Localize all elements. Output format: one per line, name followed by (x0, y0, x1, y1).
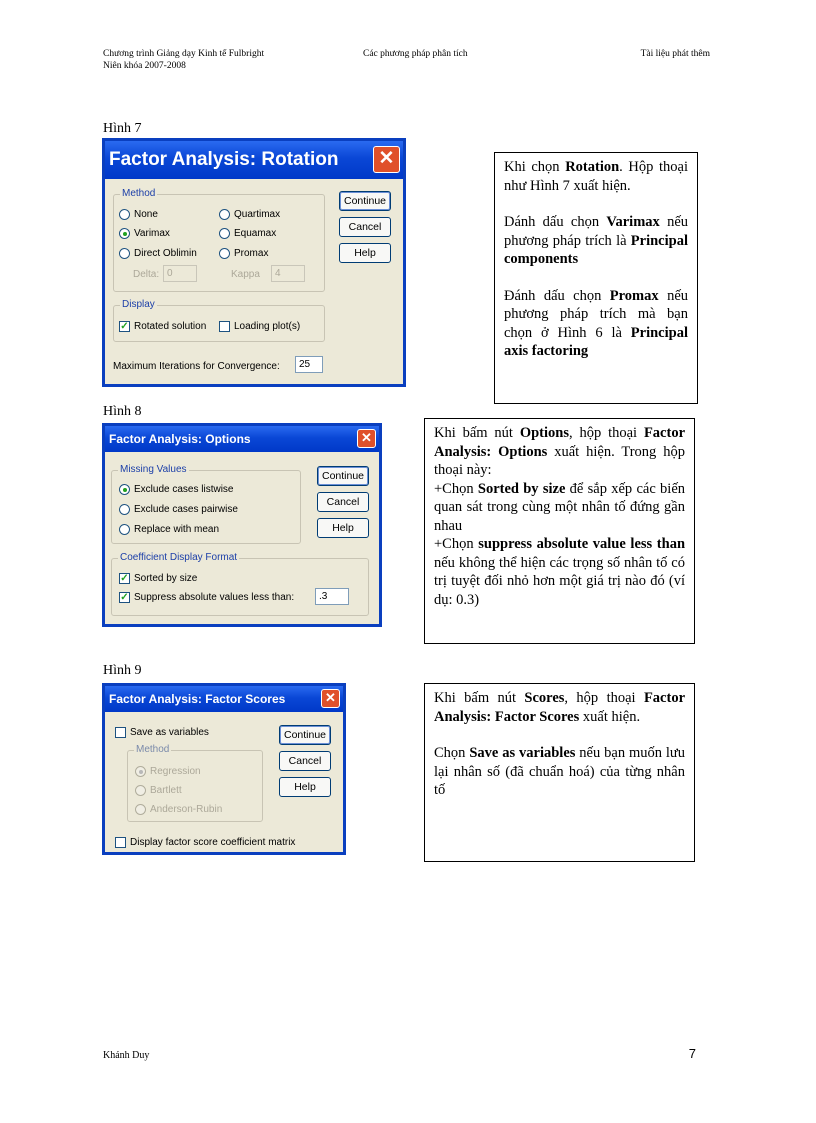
max-iterations-field[interactable]: 25 (295, 356, 323, 373)
help-button[interactable]: Help (339, 243, 391, 263)
radio-icon (119, 248, 130, 259)
page-number: 7 (688, 1046, 696, 1061)
display-matrix-checkbox[interactable]: Display factor score coefficient matrix (115, 837, 295, 848)
scores-method-label: Method (136, 744, 170, 755)
radio-selected-icon (119, 484, 130, 495)
radio-promax[interactable]: Promax (219, 248, 268, 259)
kappa-field[interactable]: 4 (271, 265, 305, 282)
loading-plots-checkbox[interactable]: Loading plot(s) (219, 321, 300, 332)
radio-selected-icon (119, 228, 130, 239)
figure-8-description (424, 418, 695, 644)
radio-bartlett[interactable]: Bartlett (135, 785, 182, 796)
radio-icon (119, 524, 130, 535)
radio-exclude-pairwise[interactable]: Exclude cases pairwise (119, 504, 238, 515)
continue-button[interactable]: Continue (317, 466, 369, 486)
sorted-by-size-checkbox[interactable]: ✓ Sorted by size (120, 573, 198, 584)
radio-icon (119, 209, 130, 220)
fig7-paragraph-3: Đánh dấu chọn Promax nếu phương pháp trích mà bạn chọn ở Hình 6 là Principal axis factoring (504, 287, 689, 359)
radio-none[interactable]: None (119, 209, 158, 220)
coefficient-format-group (111, 552, 369, 616)
checkbox-icon (115, 727, 126, 738)
suppress-checkbox[interactable]: ✓ Suppress absolute values less than: (120, 592, 295, 603)
rotation-title: Factor Analysis: Rotation (109, 149, 339, 170)
max-iterations-label: Maximum Iterations for Convergence: (113, 361, 280, 372)
scores-titlebar (105, 686, 343, 712)
figure-8-label: Hình 8 (103, 404, 142, 419)
checkmark-icon: ✓ (120, 321, 129, 332)
checkmark-icon: ✓ (120, 592, 129, 603)
header-left (103, 48, 264, 72)
cancel-button[interactable]: Cancel (317, 492, 369, 512)
display-group-label: Display (122, 299, 155, 310)
fig7-paragraph-2: Dánh dấu chọn Varimax nếu phương pháp trích là Principal components (504, 214, 689, 267)
radio-regression[interactable]: Regression (135, 766, 201, 777)
radio-icon (219, 228, 230, 239)
header-right: Tài liệu phát thêm (640, 49, 710, 59)
radio-icon (219, 248, 230, 259)
radio-exclude-listwise[interactable]: Exclude cases listwise (119, 484, 233, 495)
rotation-dialog (102, 138, 406, 387)
figure-9-description (424, 683, 695, 862)
rotated-solution-checkbox[interactable]: ✓ Rotated solution (120, 321, 207, 332)
options-dialog (102, 423, 382, 627)
checkmark-icon: ✓ (120, 573, 129, 584)
scores-title: Factor Analysis: Factor Scores (109, 692, 286, 706)
radio-anderson-rubin[interactable]: Anderson-Rubin (135, 804, 222, 815)
footer-author: Khánh Duy (103, 1050, 150, 1061)
options-title: Factor Analysis: Options (109, 432, 251, 446)
header-program: Chương trình Giảng dạy Kinh tế Fulbright (103, 49, 265, 59)
checkbox-icon (115, 837, 126, 848)
radio-varimax[interactable]: Varimax (119, 228, 170, 239)
continue-button[interactable]: Continue (339, 191, 391, 211)
radio-equamax[interactable]: Equamax (219, 228, 276, 239)
radio-selected-icon (135, 766, 146, 777)
figure-7-description (494, 152, 698, 404)
fig7-paragraph-1: Khi chọn Rotation. Hộp thoại như Hình 7 xuất hiện. (504, 159, 689, 194)
radio-direct-oblimin[interactable]: Direct Oblimin (119, 248, 197, 259)
coefficient-format-label: Coefficient Display Format (120, 552, 238, 563)
radio-quartimax[interactable]: Quartimax (219, 209, 280, 220)
checkbox-icon (219, 321, 230, 332)
header-middle: Các phương pháp phân tích (363, 49, 468, 59)
close-icon[interactable]: ✕ (373, 146, 400, 173)
radio-icon (119, 504, 130, 515)
radio-replace-mean[interactable]: Replace with mean (119, 524, 219, 535)
suppress-value-field[interactable]: .3 (315, 588, 349, 605)
help-button[interactable]: Help (279, 777, 331, 797)
cancel-button[interactable]: Cancel (339, 217, 391, 237)
kappa-label: Kappa (231, 269, 260, 280)
help-button[interactable]: Help (317, 518, 369, 538)
close-icon[interactable]: ✕ (321, 689, 340, 708)
radio-icon (135, 804, 146, 815)
save-as-variables-checkbox[interactable]: Save as variables (115, 727, 209, 738)
radio-icon (135, 785, 146, 796)
figure-9-label: Hình 9 (103, 663, 142, 678)
radio-icon (219, 209, 230, 220)
figure-7-label: Hình 7 (103, 121, 142, 136)
rotation-titlebar (105, 141, 403, 179)
method-group-label: Method (122, 188, 156, 199)
missing-values-label: Missing Values (120, 464, 187, 475)
header-year: Niên khóa 2007-2008 (103, 61, 186, 71)
continue-button[interactable]: Continue (279, 725, 331, 745)
factor-scores-dialog (102, 683, 346, 855)
delta-label: Delta: (133, 269, 160, 280)
fig8-paragraph: Khi bấm nút Options, hộp thoại Factor Analysis: Options xuất hiện. Trong hộp thoại này: +Chọn Sorted by size để sắp xếp các biến quan sát trong cùng một nhân tố đứng gần nhau +Chọn suppress absolute value less than nếu không thể hiện các trọng số nhân tố có trị tuyệt đối nhỏ hơn một giá trị nào đó (ví dụ: 0.3) (434, 425, 686, 608)
options-titlebar (105, 426, 379, 452)
delta-field[interactable]: 0 (163, 265, 197, 282)
fig9-paragraph-1: Khi bấm nút Scores, hộp thoại Factor Analysis: Factor Scores xuất hiện. (434, 690, 686, 725)
close-icon[interactable]: ✕ (357, 429, 376, 448)
cancel-button[interactable]: Cancel (279, 751, 331, 771)
fig9-paragraph-2: Chọn Save as variables nếu bạn muốn lưu lại nhân số (đã chuẩn hoá) của từng nhân tố (434, 745, 686, 798)
